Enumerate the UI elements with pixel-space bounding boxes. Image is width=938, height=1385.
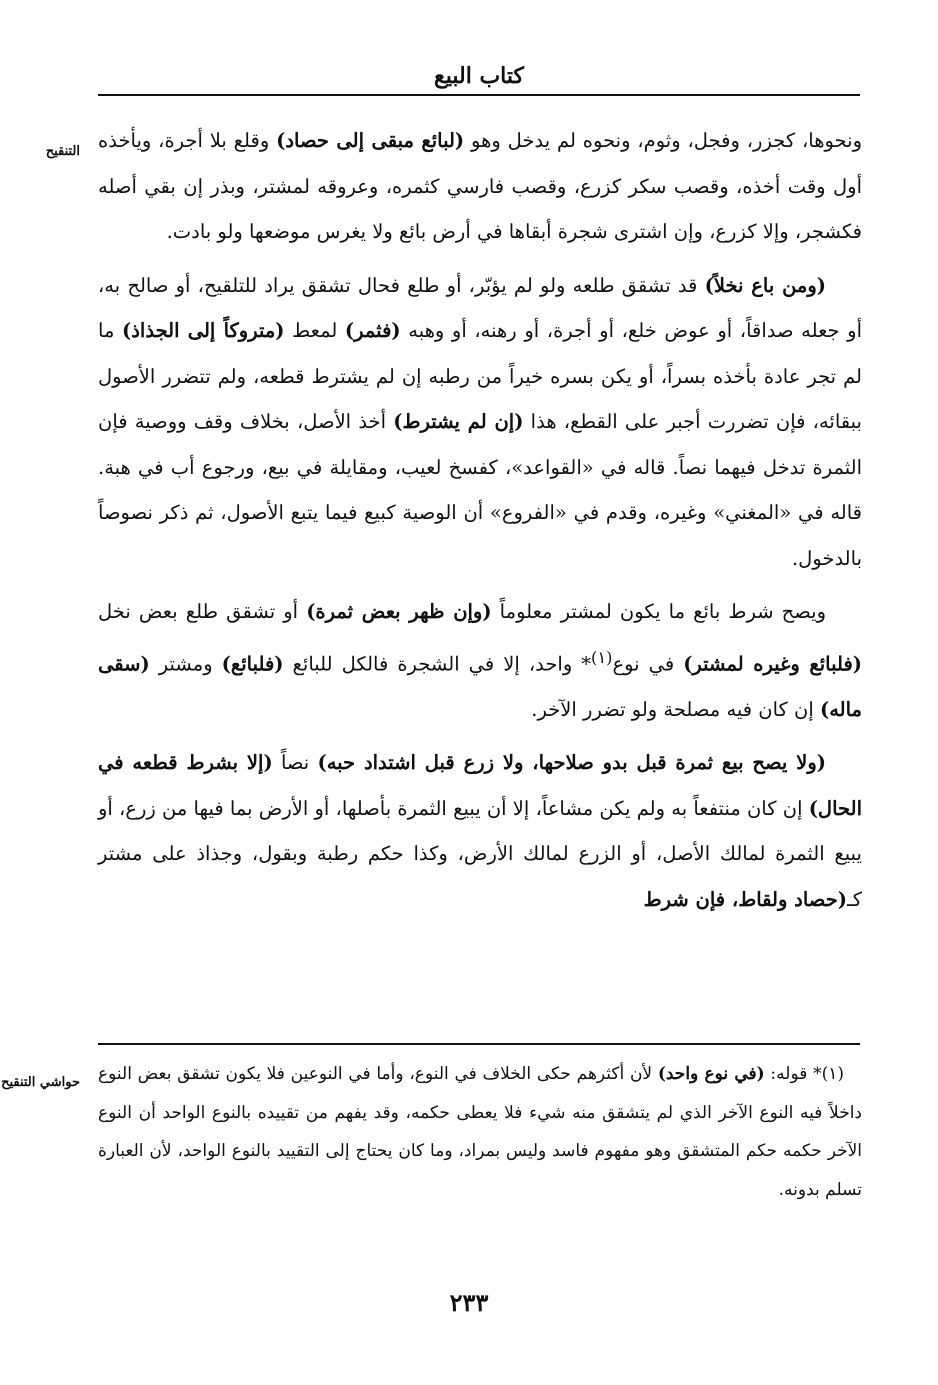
bold-run: (ومن باع نخلاً) xyxy=(704,273,826,297)
bold-run: (ولا يصح بيع ثمرة قبل بدو صلاحها، ولا زرع قبل اشتداد حبه) xyxy=(317,751,826,774)
header-title: كتاب البيع xyxy=(434,63,524,89)
text-run: وقلع بلا أجرة، ويأخذه أول وقت أخذه، وقصب سكر كزرع، وقصب فارسي كثمره، وعروقه لمشتر، وبذر إن بقي أصله فكشجر، وإلا كزرع، وإن اشترى شجرة أبقاها في أرض بائع ولا يغرس موضعها ولو بادت. xyxy=(98,129,862,243)
text-run: ونحوها، كجزر، وفجل، وثوم، ونحوه لم يدخل وهو xyxy=(464,129,862,152)
bold-run: (إلا بشرط قطعه في الحال) xyxy=(98,751,862,820)
paragraph xyxy=(98,263,862,582)
bold-run: (حصاد ولقاط، فإن شرط xyxy=(643,887,847,911)
bold-run: (وإن ظهر بعض ثمرة) xyxy=(306,600,492,623)
bold-run: (فثمر) xyxy=(344,319,401,342)
text-run: لأن أكثرهم حكى الخلاف في النوع، وأما في النوعين فلا يكون تشقق بعض النوع داخلاً فيه النوع الآخر الذي لم يتشقق منه شيء فلا يعطى حكمه، وقد يفهم من تقييده بالنوع الواحد أن النوع الآخر حكمه حكم المتشقق وهو مفهوم فاسد وليس بمراد، وما كان يحتاج إلى التقييد بالنوع الواحد، لأن العبارة تسلم بدونه. xyxy=(98,1064,862,1200)
bold-run: (إن لم يشترط) xyxy=(393,410,524,433)
paragraph xyxy=(98,740,862,922)
paragraph xyxy=(98,589,862,732)
margin-label-footnotes: حواشي التنقيح xyxy=(1,1075,80,1090)
paragraph xyxy=(98,118,862,255)
text-run: أخذ الأصل، بخلاف وقف ووصية فإن الثمرة تدخل فيهما نصاً. قاله في «القواعد»، كفسخ لعيب، ومقايلة في بيع، ورجوع أب في هبة. قاله في «المغني» وغيره، وقدم في «الفروع» أن الوصية كبيع فيما يتبع الأصول، ثم ذكر نصوصاً بالدخول. xyxy=(98,410,862,570)
text-run: نصاً xyxy=(272,751,318,774)
text-run: أو تشقق طلع بعض نخل xyxy=(98,600,307,623)
margin-label-main: التنقيح xyxy=(45,144,80,159)
footnote-marker: (١) xyxy=(591,647,613,667)
text-run: إن كان فيه مصلحة ولو تضرر الآخر. xyxy=(531,697,820,721)
bold-run: (سقى ماله) xyxy=(98,652,862,721)
text-run: ومشتر xyxy=(149,652,222,675)
bold-run: (فلبائع) xyxy=(221,652,284,675)
bold-run: (لبائع مبقى إلى حصاد) xyxy=(276,129,465,152)
footnote-separator xyxy=(98,1043,860,1045)
text-run: إن كان منتفعاً به ولم يكن مشاعاً، إلا أن يبيع الثمرة بأصلها، أو الأرض بما فيها من زرع، أو يبيع الثمرة لمالك الأصل، أو الزرع لمالك الأرض، وكذا حكم رطبة وبقول، وجذاذ على مشتر كـ xyxy=(98,796,862,911)
footnotes xyxy=(98,1055,862,1209)
footnote xyxy=(98,1055,862,1209)
running-header xyxy=(98,60,860,96)
bold-run: (في نوع واحد) xyxy=(657,1064,765,1084)
bold-run: (فلبائع وغيره لمشتر) xyxy=(683,652,862,675)
text-run: (١)* قوله: xyxy=(764,1064,844,1084)
text-run: في نوع xyxy=(612,652,684,675)
text-run: ويصح شرط بائع ما يكون لمشتر معلوماً xyxy=(491,600,826,623)
text-run: قد تشقق طلعه ولو لم يؤبّر، أو طلع فحال تشقق يراد للتلقيح، أو صالح به، أو جعله صداقاً، أو عوض خلع، أو أجرة، أو رهنه، أو وهبه xyxy=(98,273,863,342)
text-run: لمعط xyxy=(284,319,345,342)
main-body xyxy=(98,118,862,922)
page-number: ٢٣٣ xyxy=(449,1288,489,1317)
bold-run: (متروكاً إلى الجذاذ) xyxy=(122,319,285,342)
text-run: * واحد، إلا في الشجرة فالكل للبائع xyxy=(283,652,592,675)
text-run: ما لم تجر عادة بأخذه بسراً، أو يكن بسره خيراً من رطبه إن لم يشترط قطعه، ولم تتضرر الأصول ببقائه، فإن تضررت أجبر على القطع، هذا xyxy=(98,319,862,433)
